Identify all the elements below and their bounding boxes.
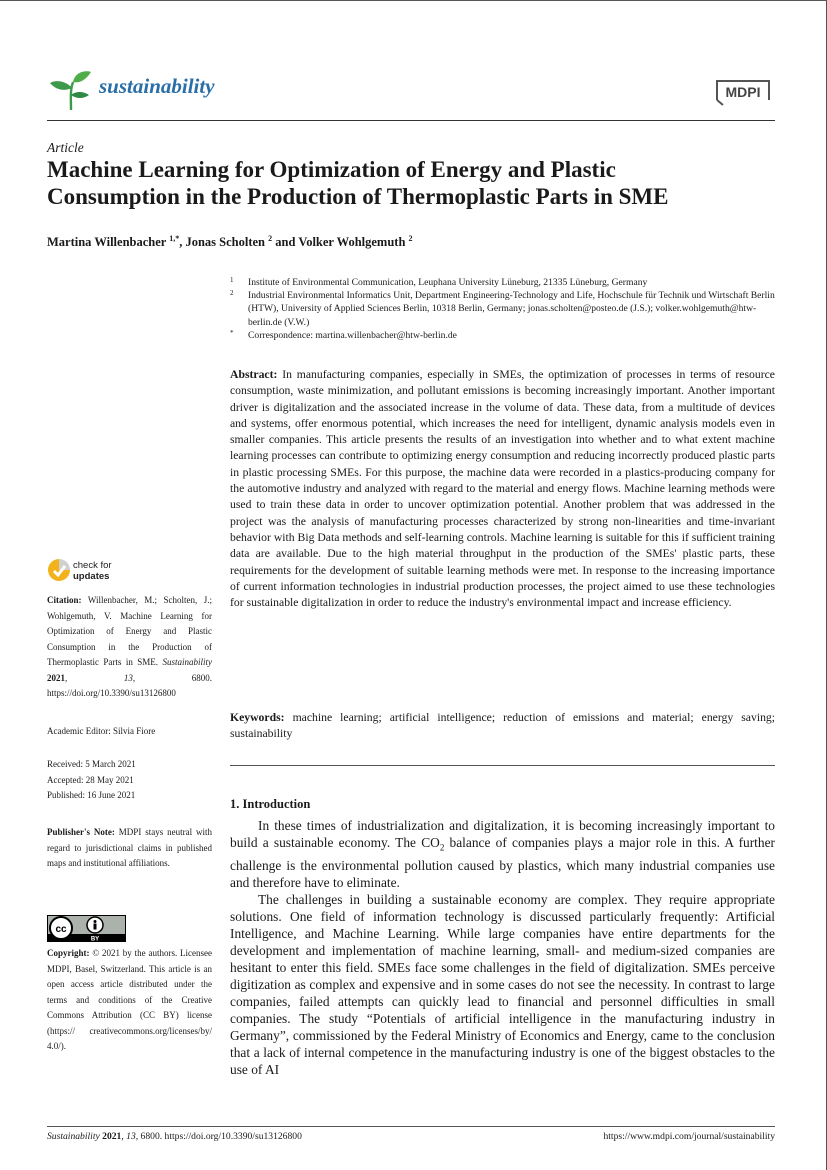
affiliation-number: * bbox=[230, 328, 234, 337]
title-line-2: Consumption in the Production of Thermoplastic Parts in SME bbox=[47, 184, 669, 209]
copyright-label: Copyright: bbox=[47, 948, 90, 958]
author-sup: 1,* bbox=[169, 234, 180, 243]
article-type: Article bbox=[47, 140, 84, 155]
check-for-updates-line1: check for bbox=[73, 560, 112, 571]
affiliation-number: 1 bbox=[230, 276, 234, 284]
check-for-updates-line2: updates bbox=[73, 571, 110, 582]
abstract-text: In manufacturing companies, especially in SMEs, the optimization of processes in terms of resource consumption, waste minimization, and pollutant emissions is becoming increasingly important. Another important driver is digitalization and the associated increase in the volume of data. These data, from a multitude of devices and systems, offer enormous potential, which increases the need for intelligent, dynamic analysis models even in smaller companies. This article presents the results of an investigation into whether and to what extent machine learning processes can contribute to optimizing energy consumption and reducing incorrectly produced plastic parts in plastic processing SMEs. For this purpose, the machine data were recorded in a plastics-producing company for the automotive industry and analyzed with regard to the material and energy flows. Machine learning methods were used to train these data in order to uncover optimization potential. Another problem that was addressed in the project was the analysis of manufacturing processes characterized by strong non-linearities and time-invariant behavior with Big Data methods and self-learning controls. Machine learning is suitable for this if sufficient training data are available. Due to the high material throughput in the production of the SMEs' plastic parts, these requirements for the development of suitable learning methods were met. In response to the increasing importance of current information technologies in industrial production processes, the project aimed to use these technologies for sustainable digitalization in order to reduce the industry's environmental impact and increase efficiency. bbox=[230, 368, 775, 610]
author-name[interactable]: Martina Willenbacher bbox=[47, 235, 167, 250]
section-divider bbox=[230, 765, 775, 766]
accepted-date: Accepted: 28 May 2021 bbox=[47, 774, 134, 785]
received-date: Received: 5 March 2021 bbox=[47, 759, 136, 769]
publisher-note-label: Publisher's Note: bbox=[47, 827, 115, 837]
affiliation bbox=[230, 289, 778, 329]
academic-editor: Academic Editor: Silvia Fiore bbox=[47, 726, 156, 736]
introduction-body bbox=[230, 817, 775, 1078]
publication-dates bbox=[47, 757, 212, 804]
cc-by-license-icon[interactable] bbox=[47, 915, 126, 942]
published-date: Published: 16 June 2021 bbox=[47, 790, 136, 800]
author-name[interactable]: Volker Wohlgemuth bbox=[298, 235, 406, 250]
affiliations bbox=[230, 276, 778, 342]
abstract-label: Abstract: bbox=[230, 368, 278, 381]
author-name[interactable]: Jonas Scholten bbox=[185, 235, 266, 250]
affiliation bbox=[230, 329, 778, 342]
copyright-notice: Copyright: © 2021 by the authors. Licensee MDPI, Basel, Switzerland. This article is an open access article distributed under the terms and conditions of the Creative Commons Attribution (CC BY) license (https:// creativecommons.org/licenses/by/ 4.0/). bbox=[47, 948, 212, 1051]
sustainability-leaf-logo-icon bbox=[49, 68, 93, 112]
abstract bbox=[230, 367, 775, 611]
check-for-updates-button[interactable] bbox=[73, 560, 112, 582]
correspondence-text: Correspondence: martina.willenbacher@htw-berlin.de bbox=[248, 329, 457, 341]
footer-journal-link[interactable]: https://www.mdpi.com/journal/sustainability bbox=[603, 1131, 775, 1142]
affiliation-text: Institute of Environmental Communication, Leuphana University Lüneburg, 21335 Lüneburg, Germany bbox=[248, 277, 648, 288]
intro-paragraph: In these times of industrialization and digitalization, it is becoming increasingly important to build a sustainable economy. The $CO_2$ balance of companies plays a major role in this. A further challenge is the environmental pollution caused by plastics, which many industrial companies use and therefore have to eliminate. bbox=[230, 818, 776, 890]
author-list bbox=[47, 234, 413, 250]
author-sup: 2 bbox=[408, 234, 413, 243]
mdpi-logo-text: MDPI bbox=[725, 84, 761, 100]
mdpi-logo bbox=[713, 76, 773, 108]
header-rule bbox=[47, 120, 775, 121]
citation-label: Citation: bbox=[47, 595, 82, 605]
footer-citation: Sustainability 2021, 13, 6800. https://doi.org/10.3390/su13126800 bbox=[47, 1131, 302, 1142]
author-separator: , bbox=[179, 235, 186, 250]
section-title: 1. Introduction bbox=[230, 797, 311, 811]
keywords-text: machine learning; artificial intelligence; reduction of emissions and material; energy saving; sustainability bbox=[230, 711, 775, 741]
citation-block: Citation: Willenbacher, M.; Scholten, J.; Wohlgemuth, V. Machine Learning for Optimization of Energy and Plastic Consumption in the Production of Thermoplastic Parts in SME. Sustainability 2021, 13, 6800. https://doi.org/10.3390/su13126800 bbox=[47, 595, 212, 698]
affiliation-number: 2 bbox=[230, 289, 234, 298]
svg-text:cc: cc bbox=[55, 924, 67, 935]
keywords bbox=[230, 710, 775, 743]
author-separator: and bbox=[272, 235, 299, 250]
article-title bbox=[47, 156, 787, 210]
affiliation bbox=[230, 276, 778, 289]
cc-by-label: BY bbox=[90, 936, 100, 942]
footer-rule bbox=[47, 1126, 775, 1127]
journal-name: sustainability bbox=[99, 74, 215, 98]
title-line-1: Machine Learning for Optimization of Energy and Plastic bbox=[47, 157, 616, 182]
intro-paragraph: The challenges in building a sustainable economy are complex. They require appropriate solutions. One field of information technology is discussed particularly frequently: Artificial Intelligence, and Machine Learning. While large companies have entire departments for the development and implementation of machine learning, small- and medium-sized companies are hesitant to enter this field. SMEs face some challenges in the field of digitalization. SMEs perceive digitization as complex and expensive and in some cases do not see the necessity. In contrast to large companies, failed attempts can quickly lead to financial and personnel difficulties in small companies. The study “Potentials of artificial intelligence in the manufacturing industry in Germany”, commissioned by the Federal Ministry of Economics and Energy, came to the conclusion that a lack of internal competence in the manufacturing industry is one of the biggest obstacles to the use of AI bbox=[230, 891, 775, 1077]
author-sup: 2 bbox=[268, 234, 273, 243]
check-for-updates-icon[interactable] bbox=[47, 558, 71, 584]
affiliation-text: Industrial Environmental Informatics Unit, Department Engineering-Technology and Life, Hochschule für Technik und Wirtschaft Berlin (HTW), University of Applied Sciences Berlin, 10318 Berlin, Germany; jonas.scholten@posteo.de (J.S.); volker.wohlgemuth@htw-berlin.de (V.W.) bbox=[248, 290, 775, 328]
keywords-label: Keywords: bbox=[230, 711, 285, 724]
publisher-note: Publisher's Note: MDPI stays neutral with regard to jurisdictional claims in published maps and institutional affiliations. bbox=[47, 827, 212, 868]
